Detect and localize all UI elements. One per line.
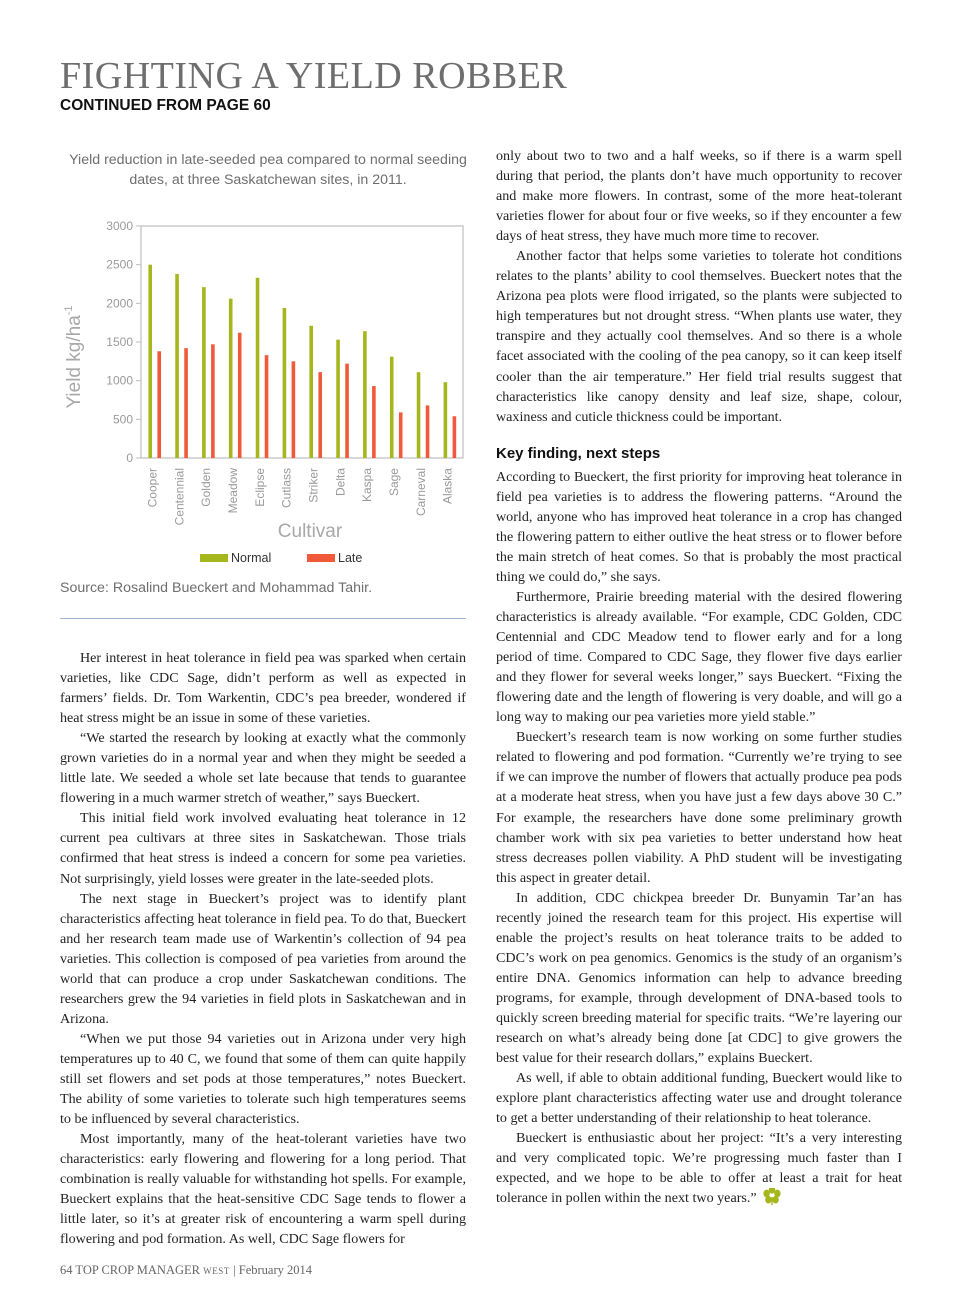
bar-normal-meadow — [229, 299, 233, 458]
bar-late-sage — [399, 412, 403, 458]
bar-normal-delta — [336, 340, 340, 458]
x-tick-label: Centennial — [172, 468, 187, 526]
paragraph-last — [496, 1128, 902, 1208]
bar-late-meadow — [238, 333, 242, 458]
bar-normal-carneval — [417, 372, 421, 458]
paragraph: Bueckert’s research team is now working on some further studies related to flowering and pod formation. “Currently we’re trying to see if we can improve the number of flowers that actually produce pea pods at a moderate heat stress, when you have just a few days above 30 C.” For example, the researchers have done some preliminary growth chamber work with six pea varieties to better understand how heat stress decreases pollen viability. A PhD student will be investigating this aspect in greater detail. — [496, 729, 902, 886]
bar-late-eclipse — [265, 355, 269, 458]
legend-label-normal: Normal — [231, 551, 272, 565]
bar-late-carneval — [426, 405, 430, 458]
x-tick-label: Carneval — [413, 468, 428, 517]
bar-normal-centennial — [175, 274, 179, 458]
magazine-name: TOP CROP MANAGER — [75, 1263, 200, 1277]
bar-late-cutlass — [292, 361, 296, 458]
legend-swatch-late — [307, 554, 335, 562]
right-column — [496, 146, 902, 1208]
y-tick-label: 500 — [112, 412, 133, 427]
continued-label: CONTINUED FROM PAGE 60 — [60, 97, 271, 114]
chart-caption: Yield reduction in late-seeded pea compared to normal seeding dates, at three Saskatchewan sites, in 2011. — [69, 152, 467, 188]
footer-separator: | — [233, 1263, 236, 1277]
page-number: 64 — [60, 1263, 73, 1277]
paragraph: Furthermore, Prairie breeding material with the desired flowering characteristics is already available. “For example, CDC Golden, CDC Centennial and CDC Meadow tend to flower early and for a long period of time. Compared to CDC Sage, they flower five days earlier and they flower for several weeks longer,” says Bueckert. “Fixing the flowering date and the length of flowering is very doable, and will go a long way to making our pea varieties more yield stable.” — [496, 588, 902, 726]
bar-normal-alaska — [444, 382, 448, 458]
page-footer — [60, 1263, 312, 1278]
paragraph: In addition, CDC chickpea breeder Dr. Bunyamin Tar’an has recently joined the research team for this project. His expertise will enable the project’s results on heat tolerance traits to be added to CDC’s work on pea genomics. Genomics is the study of an organism’s entire DNA. Genomics information can help to advance breeding programs, for example, through development of DNA-based tools to quickly screen breeding material for specific traits. “We’re layering our research on what’s already being done [at CDC] to give growers the best value for their research dollars,” explains Bueckert. — [496, 889, 902, 1067]
bar-normal-sage — [390, 357, 394, 458]
legend-swatch-normal — [200, 554, 228, 562]
paragraph: As well, if able to obtain additional funding, Bueckert would like to explore plant characteristics affecting water use and drought tolerance to get a better understanding of their relationship to heat tolerance. — [496, 1070, 902, 1127]
paragraph: Her interest in heat tolerance in field pea was sparked when certain varieties, like CDC Sage, didn’t perform as well as expected in farmers’ fields. Dr. Tom Warkentin, CDC’s pea breeder, wondered if heat stress might be an issue in some of these varieties. — [60, 650, 466, 727]
yield-bar-chart — [60, 210, 470, 580]
y-axis-label: Yield $kg/ha^{-1}$ — [63, 305, 85, 409]
section-heading: Key finding, next steps — [496, 444, 661, 462]
magazine-edition: WEST — [203, 1266, 230, 1276]
x-tick-label: Kaspa — [360, 468, 375, 503]
paragraph: This initial field work involved evaluating heat tolerance in 12 current pea cultivars at three sites in Saskatchewan. Those trials confirmed that heat stress is indeed a concern for some pea varieties. Not surprisingly, yield losses were greater in the late-seeded plots. — [60, 810, 466, 887]
x-tick-label: Delta — [333, 468, 348, 497]
paragraph: only about two to two and a half weeks, so if there is a warm spell during that period, the plants don’t have much opportunity to recover and make more flowers. In contrast, some of the more heat-tolerant varieties flower for about four or five weeks, so if they encounter a few days of heat stress, they have much more time to recover. — [496, 148, 902, 245]
paragraph: “When we put those 94 varieties out in Arizona under very high temperatures up to 40 C, we found that some of them can quite happily still set flowers and set pods at those temperatures,” notes Bueckert. The ability of some varieties to tolerate such high temperatures seems to be influenced by several characteristics. — [60, 1030, 466, 1128]
plot-frame — [141, 226, 463, 458]
x-tick-label: Cutlass — [279, 468, 294, 509]
bar-late-delta — [345, 364, 349, 458]
divider — [60, 618, 466, 619]
legend-label-late: Late — [338, 551, 363, 565]
issue-date: February 2014 — [238, 1263, 313, 1277]
x-tick-label: Golden — [199, 468, 214, 507]
x-tick-label: Meadow — [225, 468, 240, 514]
bar-late-striker — [318, 372, 322, 458]
chart-source: Source: Rosalind Bueckert and Mohammad Tahir. — [60, 580, 373, 596]
x-tick-label: Eclipse — [252, 468, 267, 507]
paragraph: According to Bueckert, the first priority for improving heat tolerance in field pea varieties is to address the flowering patterns. “Around the world, anyone who has improved heat tolerance in a crop has changed the flowering pattern to either outlive the heat stress or to flower before the main stretch of heat comes. So that is probably the most practical thing we could do,” she says. — [496, 468, 902, 585]
bar-late-golden — [211, 344, 215, 458]
paragraph-text: Bueckert is enthusiastic about her project: “It’s a very interesting and very complicated topic. We’re progressing much faster than I expected, and we hope to be able to offer at least a trait for heat tolerance in pollen within the next two years.” — [496, 1130, 902, 1207]
y-tick-label: 1500 — [106, 335, 133, 349]
paragraph: Most importantly, many of the heat-tolerant varieties have two characteristics: early flowering and flowering for a long period. That combination is really valuable for withstanding hot spells. For example, Bueckert explains that the heat-sensitive CDC Sage tends to flower a little later, so it’s at greater risk of encountering a warm spell during flowering and pod formation. As well, CDC Sage flowers for — [60, 1131, 466, 1248]
bar-late-kaspa — [372, 386, 376, 458]
y-tick-label: 2000 — [106, 296, 133, 311]
leaf-icon — [763, 1188, 781, 1206]
x-tick-label: Sage — [386, 468, 401, 497]
bar-late-centennial — [184, 348, 188, 458]
left-column — [60, 648, 466, 1249]
x-tick-label: Alaska — [440, 468, 455, 505]
paragraph: Another factor that helps some varieties to tolerate hot conditions relates to the plants’ ability to cool themselves. Bueckert notes that the Arizona pea plots were flood irrigated, so the plants were subjected to high temperatures but not drought stress. “When plants use water, they transpire and they actually cool themselves. And so there is a whole facet associated with the cooling of the pea canopy, so it can keep itself cooler than the air temperature.” Her field trial results suggest that characteristics like canopy density and leaf size, shape, colour, waxiness and cuticle thickness could be important. — [496, 248, 902, 425]
x-tick-label: Cooper — [145, 468, 160, 508]
y-tick-label: 2500 — [106, 257, 133, 272]
bar-normal-kaspa — [363, 331, 367, 458]
y-tick-label: 3000 — [106, 219, 133, 233]
bar-late-cooper — [157, 351, 161, 458]
bar-normal-golden — [202, 287, 206, 458]
bar-late-alaska — [453, 416, 457, 458]
paragraph: “We started the research by looking at exactly what the commonly grown varieties do in a normal year and when they might be seeded a little late. We seeded a whole set late because that tends to guarantee flowering in a much warmer stretch of weather,” says Bueckert. — [60, 730, 466, 807]
article-title: FIGHTING A YIELD ROBBER — [60, 55, 568, 97]
y-tick-label: 1000 — [106, 373, 133, 388]
bar-normal-cutlass — [283, 308, 287, 458]
bar-normal-cooper — [148, 265, 152, 458]
paragraph: The next stage in Bueckert’s project was to identify plant characteristics affecting heat tolerance in field pea. To do that, Bueckert and her research team made use of Warkentin’s collection of 94 pea varieties. This collection is composed of pea varieties from around the world that can produce a crop under Saskatchewan conditions. The researchers grew the 94 varieties in field plots in Saskatchewan and in Arizona. — [60, 890, 466, 1027]
bar-normal-eclipse — [256, 278, 260, 458]
y-tick-label: 0 — [126, 451, 133, 465]
bar-normal-striker — [309, 326, 313, 458]
x-tick-label: Striker — [306, 468, 321, 503]
x-axis-label: Cultivar — [277, 521, 343, 542]
